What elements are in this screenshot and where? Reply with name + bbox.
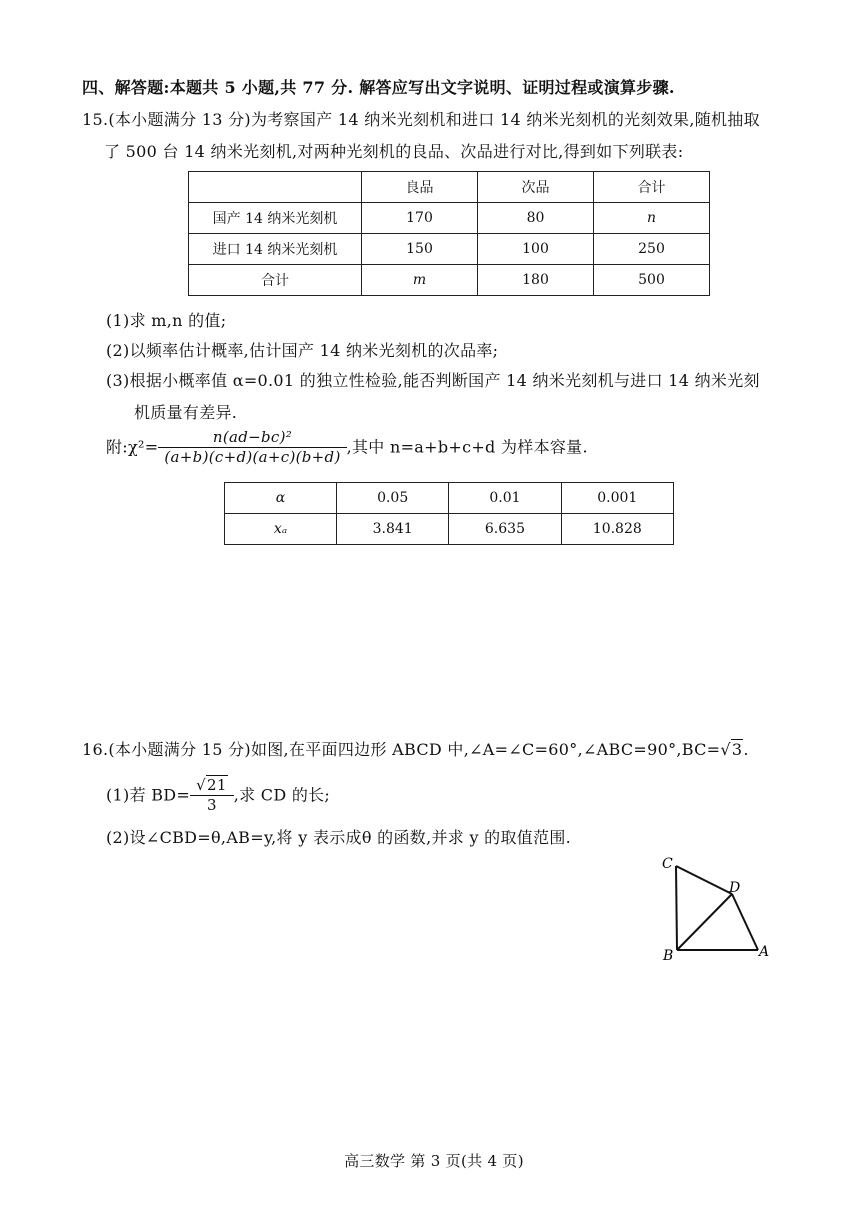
q16-sub1-numerator: √21 [190, 778, 234, 796]
diagonal-bd [677, 894, 732, 950]
table-header-cell [189, 172, 362, 203]
q16-sub1-suffix: ,求 CD 的长; [233, 785, 331, 805]
edge-cd [676, 866, 732, 894]
formula-numerator: n(ad−bc)² [158, 430, 346, 448]
vertex-label-a: A [759, 944, 770, 960]
table-header-row [189, 172, 710, 203]
formula-prefix: 附:χ²= [106, 437, 159, 457]
table-cell: n [594, 203, 710, 234]
q16-stem-suffix: . [743, 740, 749, 759]
q16-stem-text: 16.(本小题满分 15 分)如图,在平面四边形 ABCD 中,∠A=∠C=60°,∠ABC=90°,BC= [82, 740, 721, 759]
table-cell: 合计 [189, 265, 362, 296]
q16-stem: 16.(本小题满分 15 分)如图,在平面四边形 ABCD 中,∠A=∠C=60°,∠ABC=90°,BC=√3. [82, 740, 749, 759]
vertex-label-d: D [729, 880, 741, 896]
q15-stem-line2: 了 500 台 14 纳米光刻机,对两种光刻机的良品、次品进行对比,得到如下列联表: [104, 142, 684, 161]
table-cell: 3.841 [337, 514, 449, 545]
table-header-cell: 次品 [478, 172, 594, 203]
table-cell: 180 [478, 265, 594, 296]
table-row [225, 514, 674, 545]
q16-sub2: (2)设∠CBD=θ,AB=y,将 y 表示成θ 的函数,并求 y 的取值范围. [106, 828, 572, 847]
table-row [189, 203, 710, 234]
q16-sub1-fraction [190, 778, 234, 813]
vertex-label-b: B [663, 948, 674, 964]
table-cell: 0.01 [449, 483, 561, 514]
edge-da [732, 894, 758, 950]
table-cell: 250 [594, 234, 710, 265]
table-cell: 国产 14 纳米光刻机 [189, 203, 362, 234]
table-header-cell: 良品 [362, 172, 478, 203]
table-cell: 100 [478, 234, 594, 265]
table-cell: 500 [594, 265, 710, 296]
edge-cb [676, 866, 677, 950]
q15-sub2: (2)以频率估计概率,估计国产 14 纳米光刻机的次品率; [106, 341, 499, 360]
table-cell: 80 [478, 203, 594, 234]
vertex-label-c: C [662, 856, 673, 872]
q16-stem-root: 3 [731, 740, 743, 759]
table-cell: 6.635 [449, 514, 561, 545]
table-cell: xₐ [225, 514, 337, 545]
q15-sub3-line1: (3)根据小概率值 α=0.01 的独立性检验,能否判断国产 14 纳米光刻机与进口 14 纳米光刻 [106, 371, 760, 390]
contingency-table [188, 171, 710, 296]
formula-denominator: (a+b)(c+d)(a+c)(b+d) [164, 448, 341, 466]
formula-fraction [158, 430, 346, 465]
table-row [189, 234, 710, 265]
critical-value-table [224, 482, 674, 545]
section-heading: 四、解答题:本题共 5 小题,共 77 分. 解答应写出文字说明、证明过程或演算步骤. [82, 78, 675, 97]
q16-sub1-prefix: (1)若 BD= [106, 785, 191, 805]
table-cell: α [225, 483, 337, 514]
table-cell: 0.05 [337, 483, 449, 514]
q15-sub3-line2: 机质量有差异. [134, 403, 238, 422]
q15-stem-line1: 15.(本小题满分 13 分)为考察国产 14 纳米光刻机和进口 14 纳米光刻机的光刻效果,随机抽取 [82, 110, 760, 129]
table-cell: 170 [362, 203, 478, 234]
table-header-cell: 合计 [594, 172, 710, 203]
table-cell: 进口 14 纳米光刻机 [189, 234, 362, 265]
table-row [225, 483, 674, 514]
q16-sub1-denominator: 3 [207, 796, 217, 814]
q16-sub1-root: 21 [207, 776, 227, 794]
table-cell: 10.828 [561, 514, 673, 545]
table-cell: 150 [362, 234, 478, 265]
quadrilateral-figure [655, 850, 780, 965]
q15-sub1: (1)求 m,n 的值; [106, 311, 227, 330]
table-row [189, 265, 710, 296]
table-cell: 0.001 [561, 483, 673, 514]
q16-sub1 [106, 778, 330, 813]
table-cell: m [362, 265, 478, 296]
chi-square-formula [106, 430, 588, 465]
formula-suffix: ,其中 n=a+b+c+d 为样本容量. [346, 437, 588, 457]
page-footer: 高三数学 第 3 页(共 4 页) [344, 1152, 524, 1170]
